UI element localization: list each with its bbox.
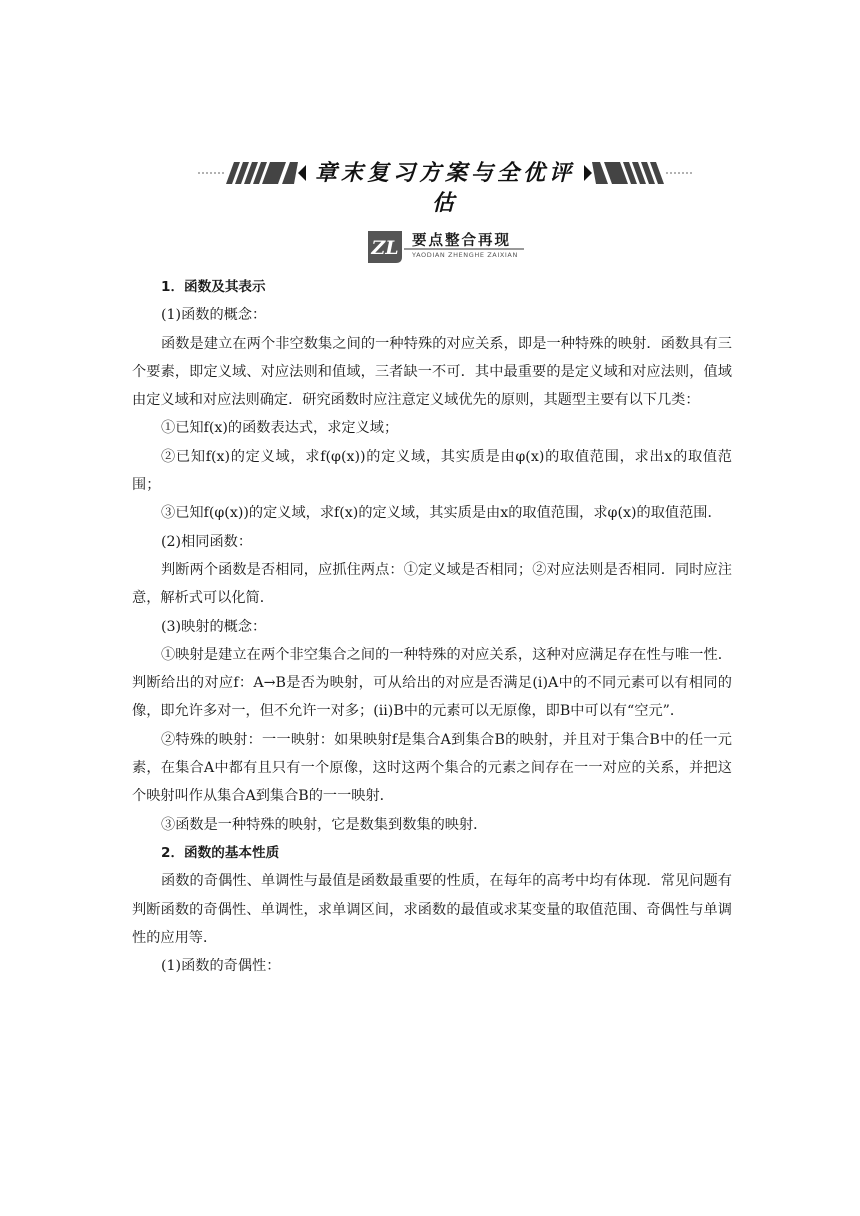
paragraph: 判断两个函数是否相同，应抓住两点：①定义域是否相同；②对应法则是否相同．同时应注意，解析式可以化简． bbox=[132, 561, 732, 607]
list-item: ③已知f(φ(x))的定义域，求f(x)的定义域，其实质是由x的取值范围，求φ(x)的取值范围． bbox=[161, 505, 722, 522]
list-item: ②特殊的映射：一一映射：如果映射f是集合A到集合B的映射，并且对于集合B中的任一元素，在集合A中都有且只有一个原像，这时这两个集合的元素之间存在一一对应的关系，并把这个映射叫作从集合A到集合B的一一映射． bbox=[132, 731, 732, 805]
chapter-title: 章末复习方案与全优评估 bbox=[314, 160, 575, 216]
section-title: 要点整合再现 bbox=[412, 233, 511, 249]
svg-text:ZL: ZL bbox=[371, 237, 399, 259]
list-item: ②已知f(x)的定义域，求f(φ(x))的定义域，其实质是由φ(x)的取值范围，求出x的取值范围； bbox=[132, 448, 732, 494]
subheading: (2)相同函数： bbox=[161, 533, 253, 550]
list-item: ③函数是一种特殊的映射，它是数集到数集的映射． bbox=[161, 816, 488, 833]
paragraph: 函数的奇偶性、单调性与最值是函数最重要的性质，在每年的高考中均有体现．常见问题有判断函数的奇偶性、单调性，求单调区间，求函数的最值或求某变量的取值范围、奇偶性与单调性的应用等． bbox=[132, 873, 732, 946]
section-subtitle: YAODIAN ZHENGHE ZAIXIAN bbox=[412, 251, 518, 259]
document-body bbox=[132, 273, 732, 980]
subheading: (1)函数的概念： bbox=[161, 307, 267, 324]
subheading: (3)映射的概念： bbox=[161, 618, 267, 635]
heading-2: 2．函数的基本性质 bbox=[161, 844, 280, 861]
list-item: ①已知f(x)的函数表达式，求定义域； bbox=[161, 420, 399, 437]
paragraph: 函数是建立在两个非空数集之间的一种特殊的对应关系，即是一种特殊的映射．函数具有三个要素，即定义域、对应法则和值域，三者缺一不可．其中最重要的是定义域和对应法则，值域由定义域和对应法则确定．研究函数时应注意定义域优先的原则，其题型主要有以下几类： bbox=[132, 335, 732, 409]
subheading: (1)函数的奇偶性： bbox=[161, 958, 281, 975]
heading-1: 1．函数及其表示 bbox=[161, 279, 266, 295]
list-item: ①映射是建立在两个非空集合之间的一种特殊的对应关系，这种对应满足存在性与唯一性．判断给出的对应f：A→B是否为映射，可从给出的对应是否满足(i)A中的不同元素可以有相同的像，即允许多对一，但不允许一对多；(ii)B中的元素可以无原像，即B中可以有“空元”． bbox=[132, 646, 732, 720]
